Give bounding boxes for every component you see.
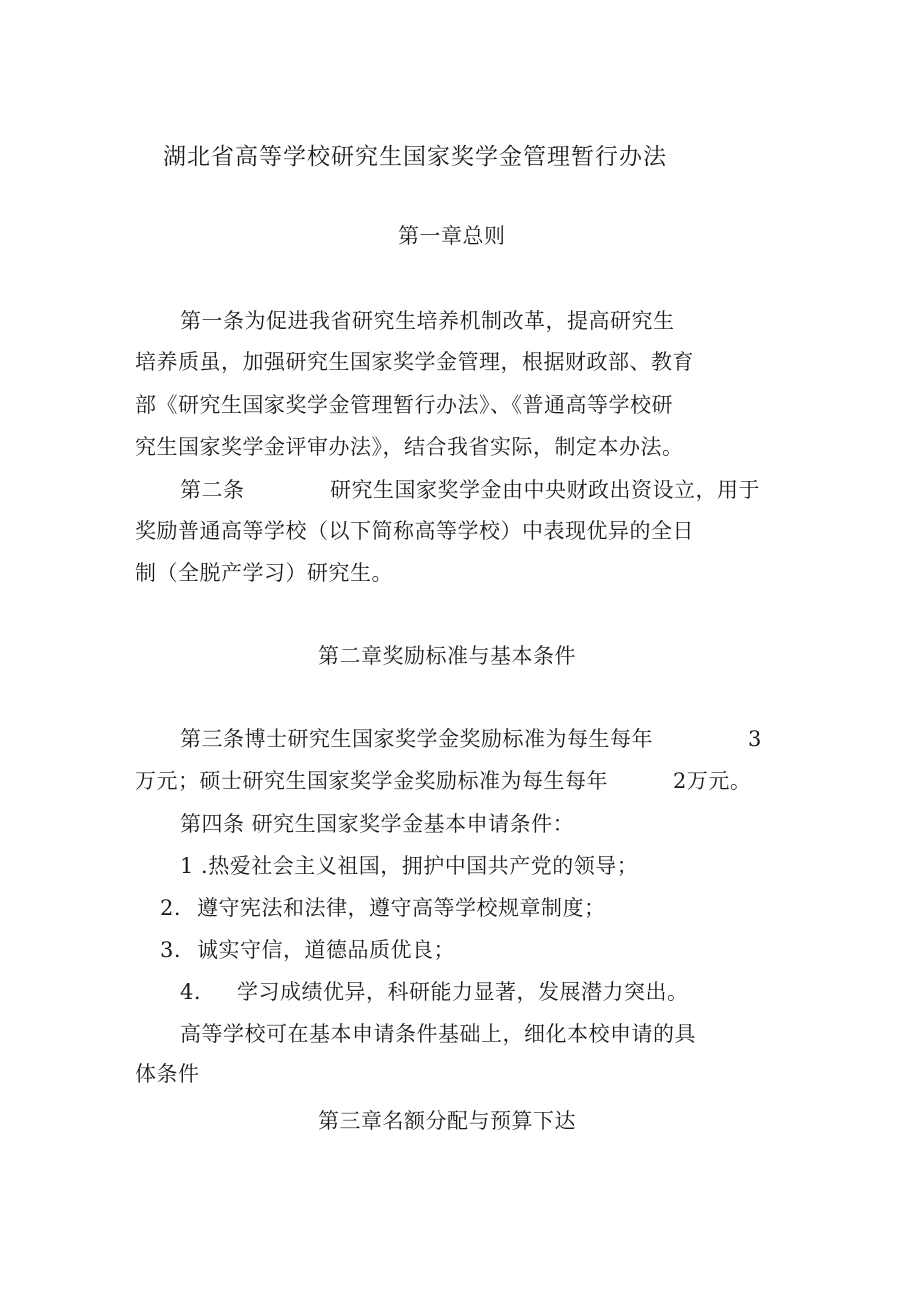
article-1-line-1: 第一条为促进我省研究生培养机制改革，提高研究生 — [180, 309, 675, 333]
article-4-item-2-number: 2. — [160, 896, 182, 920]
article-1-line-2: 培养质虽，加强研究生国家奖学金管理，根据财政部、教育 — [135, 350, 694, 374]
article-1-line-4: 究生国家奖学金评审办法》，结合我省实际，制定本办法。 — [135, 435, 684, 459]
article-1-line-3: 部《研究生国家奖学金管理暂行办法》、《普通高等学校研 — [135, 393, 673, 417]
document-title: 湖北省高等学校研究生国家奖学金管理暂行办法 — [163, 144, 667, 170]
article-4-item-2-text: 遵守宪法和法律，遵守高等学校规章制度； — [197, 896, 606, 920]
article-4-item-4-number: 4. — [180, 980, 202, 1004]
chapter-3-heading: 第三章名额分配与预算下达 — [318, 1109, 576, 1133]
article-2-line-3: 制（全脱产学习）研究生。 — [135, 561, 393, 585]
article-2-label: 第二条 — [180, 478, 245, 502]
article-2-line-1: 研究生国家奖学金由中央财政出资设立，用于 — [330, 478, 760, 502]
article-3-line-2-amount: 2万元。 — [673, 769, 752, 793]
article-3-line-1-amount: 3 — [748, 727, 762, 751]
article-2-line-2: 奖励普通高等学校（以下简称高等学校）中表现优异的全日 — [135, 519, 694, 543]
article-3-line-2: 万元；硕士研究生国家奖学金奖励标准为每生每年 — [135, 769, 608, 793]
chapter-1-heading: 第一章总则 — [398, 224, 506, 248]
article-4-item-1: 1 .热爱社会主义祖国，拥护中国共产党的领导； — [180, 854, 639, 878]
article-4-item-4-text: 学习成绩优异，科研能力显著，发展潜力突出。 — [237, 980, 689, 1004]
article-3-line-1: 第三条博士研究生国家奖学金奖励标准为每生每年 — [180, 727, 653, 751]
article-4-item-3-text: 诚实守信，道德品质优良； — [197, 938, 455, 962]
chapter-2-heading: 第二章奖励标准与基本条件 — [318, 644, 576, 668]
article-4-note-line-2: 体条件 — [135, 1062, 200, 1086]
article-4-line-1: 第四条 研究生国家奖学金基本申请条件： — [180, 812, 575, 836]
article-4-item-3-number: 3. — [160, 938, 182, 962]
article-4-note-line-1: 高等学校可在基本申请条件基础上，细化本校申请的具 — [180, 1022, 696, 1046]
